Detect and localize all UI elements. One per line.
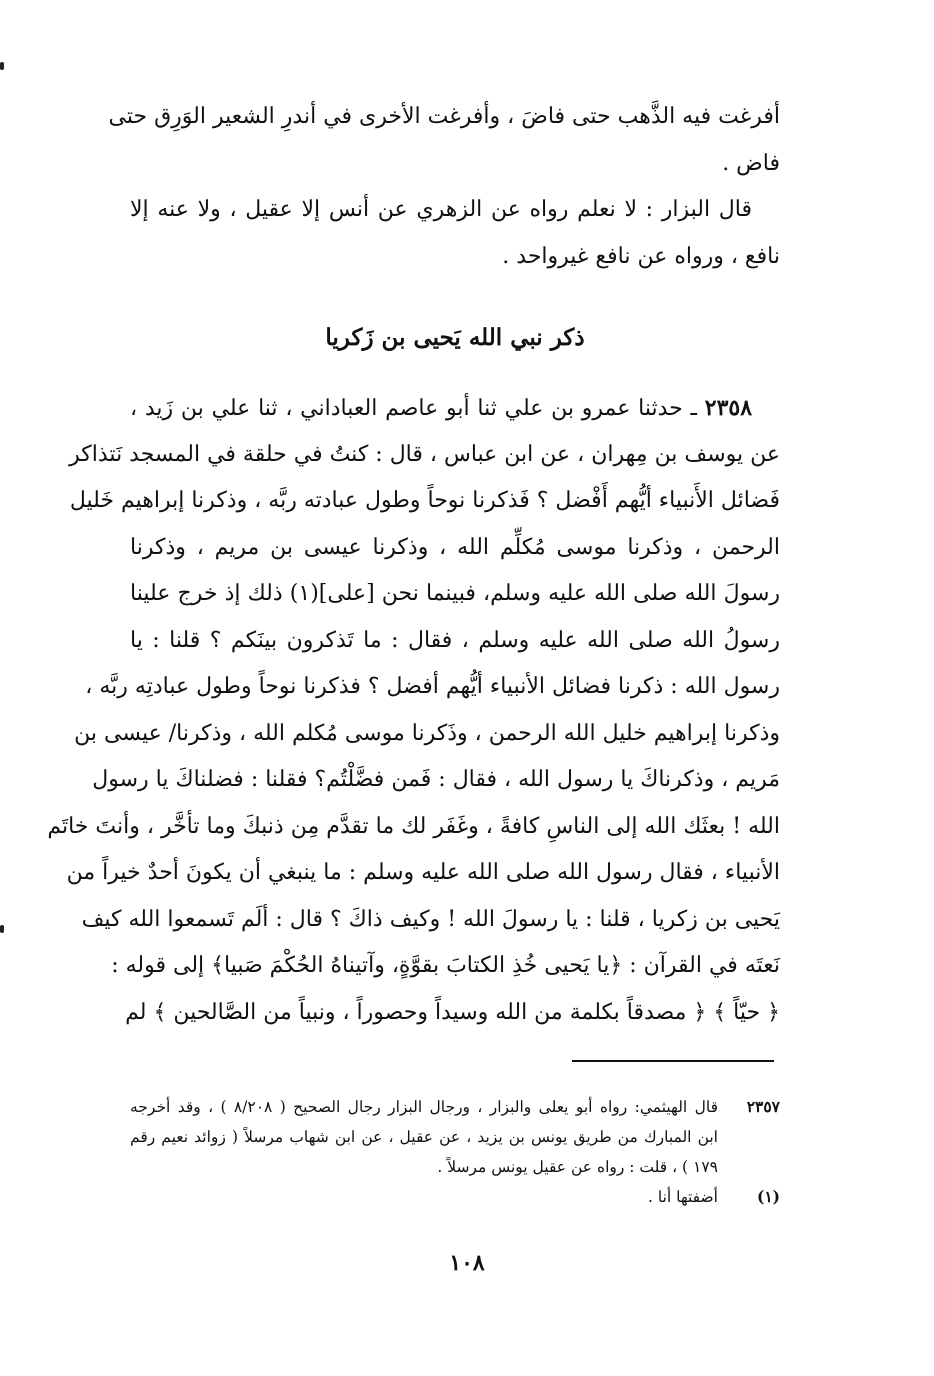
text-line: رسولَ الله صلى الله عليه وسلم، فبينما نحن [على](١) ذلك إذ خرج علينا: [130, 581, 780, 606]
footnote-item: [130, 1182, 780, 1212]
text-line: قال البزار : لا نعلم رواه عن الزهري عن أنس إلا عقيل ، ولا عنه إلا: [130, 197, 752, 222]
text-line: عن يوسف بن مِهران ، عن ابن عباس ، قال : كنتُ في حلقة في المسجد نَتذاكر: [69, 441, 780, 467]
text-span: ـ حدثنا عمرو بن علي ثنا أبو عاصم العباداني ، ثنا علي بن زَيد ،: [130, 396, 697, 421]
page-edge-mark: [0, 925, 4, 933]
text-line: نَعتَه في القرآن : ﴿يا يَحيى خُذِ الكتابَ بقوَّةٍ، وآتيناهُ الحُكْمَ صَبيا﴾ إلى قوله :: [111, 953, 780, 978]
footnote-line: ابن المبارك من طريق يونس بن يزيد ، عن عقيل ، عن ابن شهاب مرسلاً ( زوائد نعيم رقم: [130, 1128, 718, 1146]
hadith-number: ٢٣٥٨: [704, 395, 753, 421]
text-line: وذكرنا إبراهيم خليل الله الرحمن ، وذَكرنا موسى مُكلم الله ، وذكرنا/ عيسى بن: [74, 720, 780, 746]
footnote-label: (١): [756, 1187, 780, 1206]
text-line: رسولُ الله صلى الله عليه وسلم ، فقال : ما تَذكرون بينَكم ؟ قلنا : يا: [130, 627, 780, 653]
hadith-first-line: [130, 385, 780, 432]
text-line: يَحيى بن زكريا ، قلنا : يا رسولَ الله ! وكيف ذاكَ ؟ قال : ألَم تَسمعوا الله كيف: [81, 906, 780, 932]
text-line: الرحمن ، وذكرنا موسى مُكلِّم الله ، وذكرنا عيسى بن مريم ، وذكرنا: [130, 534, 780, 560]
footnote-item: [130, 1092, 780, 1182]
footnote-text: [130, 1092, 718, 1182]
footnotes: [130, 1092, 780, 1212]
footnote-text: [130, 1182, 718, 1212]
text-line: الأنبياء ، فقال رسول الله صلى الله عليه وسلم : ما ينبغي أن يكونَ أحدٌ خيراً من: [66, 860, 780, 885]
text-line: الله ! بعثَك الله إلى الناسِ كافةً ، وغَفَر لك ما تقدَّم مِن ذنبكَ وما تأخَّر ، وأنتَ خاتَم: [47, 813, 780, 839]
top-paragraph: [108, 94, 780, 187]
page-number: ١٠٨: [449, 1250, 485, 1276]
text-line: ﴿ حيّاً ﴾ ﴿ مصدقاً بكلمة من الله وسيداً وحصوراً ، ونبياً من الصَّالحين ﴾ لم: [125, 999, 780, 1025]
section-heading: ذكر نبي الله يَحيى بن زَكريا: [325, 324, 585, 351]
text-line: فاض .: [722, 150, 780, 176]
text-line: مَريم ، وذكرناكَ يا رسول الله ، فقال : فَمن فضَّلْتُم؟ فقلنا : فضلناكَ يا رسول: [92, 767, 780, 792]
text-line: نافع ، ورواه عن نافع غيرواحد .: [502, 243, 780, 269]
hadith-paragraph: [47, 385, 780, 1036]
footnote-line: أضفتها أنا .: [648, 1188, 718, 1206]
text-line: فَضائل الأَنبياء أيُّهم أَفْضل ؟ فَذكرنا نوحاً وطول عبادته ربَّه ، وذكرنا إبراهيم خَليل: [69, 488, 780, 513]
text-line: أفرغت فيه الذَّهب حتى فاضَ ، وأفرغت الأخرى في أندرِ الشعير الوَرِق حتى: [108, 104, 780, 129]
page-edge-mark: [0, 62, 4, 70]
footnote-label: ٢٣٥٧: [746, 1097, 780, 1116]
bazzar-paragraph: [130, 187, 780, 280]
footnote-line: ١٧٩ ) ، قلت : رواه عن عقيل يونس مرسلاً .: [437, 1158, 718, 1176]
footnote-line: قال الهيثمي: رواه أبو يعلى والبزار ، ورجال البزار رجال الصحيح ( ٨/٢٠٨ ) ، وقد أخرجه: [130, 1098, 718, 1116]
text-line: رسول الله : ذكرنا فضائل الأنبياء أيُّهم أفضل ؟ فذكرنا نوحاً وطول عبادتِه ربَّه ،: [85, 674, 780, 699]
footnote-separator: [572, 1060, 774, 1062]
